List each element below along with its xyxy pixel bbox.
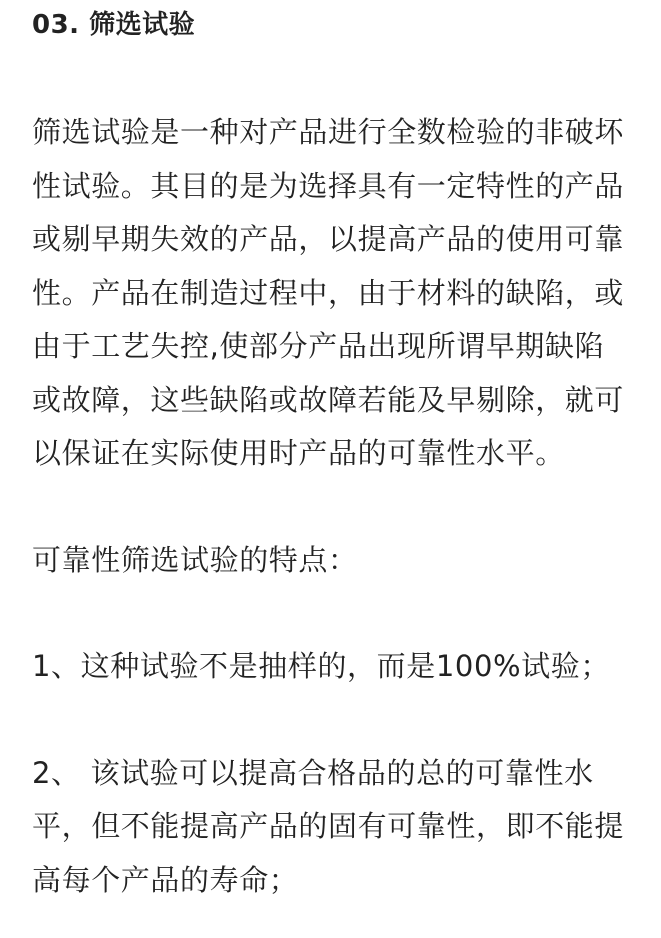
intro-paragraph: 筛选试验是一种对产品进行全数检验的非破坏性试验。其目的是为选择具有一定特性的产品或剔早期失效的产品，以提高产品的使用可靠性。产品在制造过程中，由于材料的缺陷，或由于工艺失控,使部分产品出现所谓早期缺陷或故障，这些缺陷或故障若能及早剔除，就可以保证在实际使用时产品的可靠性水平。 — [32, 115, 625, 470]
feature-item-2: 2、 该试验可以提高合格品的总的可靠性水平，但不能提高产品的固有可靠性，即不能提高每个产品的寿命； — [32, 755, 625, 897]
feature-item-1: 1、这种试验不是抽样的，而是100%试验； — [32, 649, 610, 683]
features-title: 可靠性筛选试验的特点： — [32, 542, 358, 577]
section-heading: 03. 筛选试验 — [32, 10, 196, 40]
